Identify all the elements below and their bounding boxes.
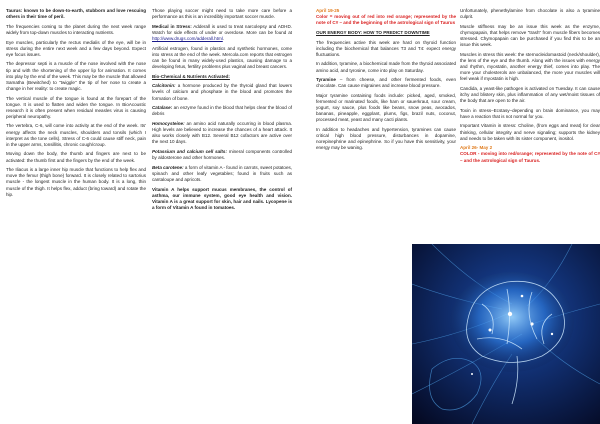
body-text: Muscles in stress this week: the sternocleidomastoid (neck/shoulder), the lens of the eye and the thumb. Along with the issues with energy and rhythm, myostatin, another energy thief, comes into play. The more your cholesterols are unbalanced, the more your muscles will feel weak if myostatin is high. — [460, 51, 600, 82]
body-text: Eye muscles, particularly the rectus medialis of the eye, will be in stress during the entire next week and a few days beyond. Expect eye focus issues. — [6, 39, 146, 57]
paragraph — [152, 8, 292, 20]
body-text: Those playing soccer might need to take more care before a performance as this is an incredibly important soccer muscle. — [152, 8, 292, 20]
paragraph — [316, 14, 456, 26]
paragraph — [6, 167, 146, 197]
trailing-text: . — [222, 35, 225, 41]
section-heading: OUR ENERGY BODY: HOW TO PREDICT DOWNTIME — [316, 29, 430, 35]
paragraph — [152, 46, 292, 70]
body-text: In addition, tyramine, a biochemical made from the thyroid associated amino acid, and tyrosine, come into play on Saturday. — [316, 61, 456, 73]
paragraph — [152, 121, 292, 145]
paragraph — [152, 83, 292, 101]
paragraph — [152, 165, 292, 183]
paragraph — [152, 24, 292, 42]
paragraph — [6, 151, 146, 163]
color-note: Color = moving out of red into red orange; represented by the note of C# – and the beginning of the astrological sign of Taurus — [316, 14, 456, 26]
date-heading: April 19-25 — [316, 8, 340, 13]
body-text: Unfortunately, phenethylamine from chocolate is also a tyramine culprit. — [460, 8, 600, 20]
lead-text: Vitamin A helps support mucus membranes, the control of asthma, our immune system, good eye health and vision. Vitamin A is a great support for skin, hair and nails. Lycopene is a form of Vitamin A found in tomatoes. — [152, 186, 292, 210]
body-text: Moving down the body, the thumb and fingers are next to be activated: the thumb first and the fingers by the end of the week. — [6, 151, 146, 163]
section-heading: Bio-Chemical & Nutrients Activated: — [152, 73, 230, 79]
body-text: The Iliacus is a large inner hip muscle that functions to help flex and move the femur (thigh bone) forward. It is closely related to sartorius muscle - the longest muscle in the human body. It is a long, thin muscle of the thigh. It helps flex, adduct (bring toward) and rotate the hip. — [6, 167, 146, 197]
paragraph — [152, 187, 292, 211]
paragraph — [316, 40, 456, 58]
body-text: The frequencies active this week are hard on thyroid function including the biochemical that balances T3 and T4: expect energy fluctuations. — [316, 39, 456, 57]
column-3 — [316, 8, 456, 155]
column-1 — [6, 8, 146, 201]
term-definition: mineral components controlled by aldosterone and other hormones. — [152, 148, 293, 161]
paragraph — [460, 8, 600, 20]
paragraph — [460, 24, 600, 48]
paragraph — [152, 74, 292, 80]
paragraph — [460, 52, 600, 82]
body-text: Muscle stiffness may be an issue this week as the enzyme, chymopapain, that helps remove "trash" from muscle fibers becomes stressed. Chymopapain can be purchased if you find this to be an issue this week. — [460, 23, 600, 48]
body-text: Toxin in stress–Ecstasy–depending on brain dominance, you may have a reaction that is not normal for you. — [460, 107, 600, 119]
body-text: The depressor septi is a muscle of the nose involved with the nose tip and with the shortening of the upper lip for animation. It comes into play by the end of the week. This may be the muscle that allowed Samatha (Bewitched) to "twiggle" the tip of her nose to create a change in her reality: to create magic. — [6, 61, 146, 91]
paragraph — [6, 24, 146, 36]
term-definition: a form of vitamin A - found in carrots, sweet potatoes, spinach and other leafy vegetables; found in fruits such as cantaloupe and apricots. — [152, 164, 293, 182]
paragraph — [316, 127, 456, 151]
paragraph — [6, 40, 146, 58]
term-label: Potassium and calcium cell salts: — [152, 148, 227, 154]
paragraph — [460, 151, 600, 163]
column-2 — [152, 8, 292, 215]
body-text: The vertical muscle of the tongue is found at the forepart of the tongue. It is used to flatten and widen the tongue. In BioAcoustic research it is often present when residual measles virus is causing peripheral neuropathy. — [6, 95, 146, 119]
paragraph — [152, 149, 292, 161]
paragraph — [460, 86, 600, 104]
right-page — [300, 0, 600, 424]
term-definition: an enzyme found in the blood that helps clear the blood of debris — [152, 105, 292, 117]
date-heading: April 26- May 2 — [460, 145, 493, 151]
body-text: In addition to headaches and hypertension, tyramines can cause critical high blood pressure, disturbances in dopamine, norepinephrine and epinephrine. So if you have this sensitivity, your energy may be waning. — [316, 127, 456, 151]
body-text: The frequencies coming to the planet during the next week range widely from top-down muscles to interacting nutrients. — [6, 23, 146, 35]
paragraph — [316, 77, 456, 89]
paragraph — [316, 61, 456, 73]
color-note: COLOR - moving into red/orange; represented by the note of C# – and the astrological sign of Taurus. — [460, 151, 600, 163]
term-label: Calcitonin: — [152, 83, 176, 89]
body-text: Important Vitamin in stress: Choline, (from eggs and meat) for clear thinking, cellular integrity and nerve signaling; supports the kidney and needs to be taken with its sister component, inositol. — [460, 123, 600, 141]
term-definition: an amino acid naturally occurring in blood plasma. High levels are believed to increase the chances of a heart attack. It also works closely with B12. Several B12 cofactors are active over the next 10 days. — [152, 120, 292, 145]
body-text: Major tyramine containing foods include: picked, aged, smoked, fermented or marinated foods, like ham or sauerkraut, sour cream, yogurt, soy sauce, plus foods like beans, snow peas, avocados, bananas, pineapple, eggplant, plums, figs, brazil nuts, coconut, processed meat, yeast and many cacti plants. — [316, 93, 456, 123]
paragraph — [316, 93, 456, 123]
term-label: Catalase: — [152, 105, 173, 111]
brain-illustration — [412, 244, 600, 424]
term-label: Tyramine — [316, 77, 336, 83]
body-text: Candida, a yeast-like pathogen is activated on Tuesday. It can cause itchy and blistery skin, plus inflammation of any wet/moist tissues of the body that are open to the air. — [460, 85, 600, 103]
paragraph — [460, 123, 600, 141]
term-label: Medical in Stress: — [152, 23, 192, 29]
term-definition: a hormone produced by the thyroid gland that lowers levels of calcium and phosphate in the blood and promotes the formation of bone. — [152, 83, 292, 101]
link[interactable]: http://www.drugs.com/adderall.html — [152, 35, 223, 41]
paragraph — [316, 30, 456, 36]
paragraph — [460, 108, 600, 120]
term-label: Homocysteine: — [152, 120, 185, 126]
glowing-brain-icon — [412, 244, 600, 424]
paragraph — [6, 96, 146, 120]
paragraph — [6, 123, 146, 147]
column-4 — [460, 8, 600, 167]
paragraph — [6, 61, 146, 91]
body-text: Artificial estrogen, found in plastics and synthetic hormones, come into stress at the end of the week. Mercola.com reports that estrogen can be found in many widely-used plastics, causing damage to a developing fetus, fertility problems plus vaginal and breast cancers. — [152, 45, 292, 69]
term-label: Beta carotene: — [152, 164, 184, 170]
body-text: The vertebra, C-6, will come into activity at the end of the week. Its' energy affects the neck muscles, shoulders and tonsils (which I interpret as the tone cells). Stress of C-6 could cause stiff neck, pain in the upper arms, tonsillitis, chronic cough/croup. — [6, 123, 146, 147]
term-definition: Adderall is used to treat narcolepsy and ADHD. Watch for side effects of under or overdose. More can be found at — [152, 23, 292, 35]
paragraph — [152, 105, 292, 117]
paragraph — [6, 8, 146, 20]
term-definition: – from cheese, and other fermented foods, even chocolate. Can cause migraines and increase blood pressure. — [316, 77, 456, 89]
lead-text: Taurus: known to be down-to-earth, stubborn and love rescuing others in their time of peril. — [6, 8, 146, 20]
